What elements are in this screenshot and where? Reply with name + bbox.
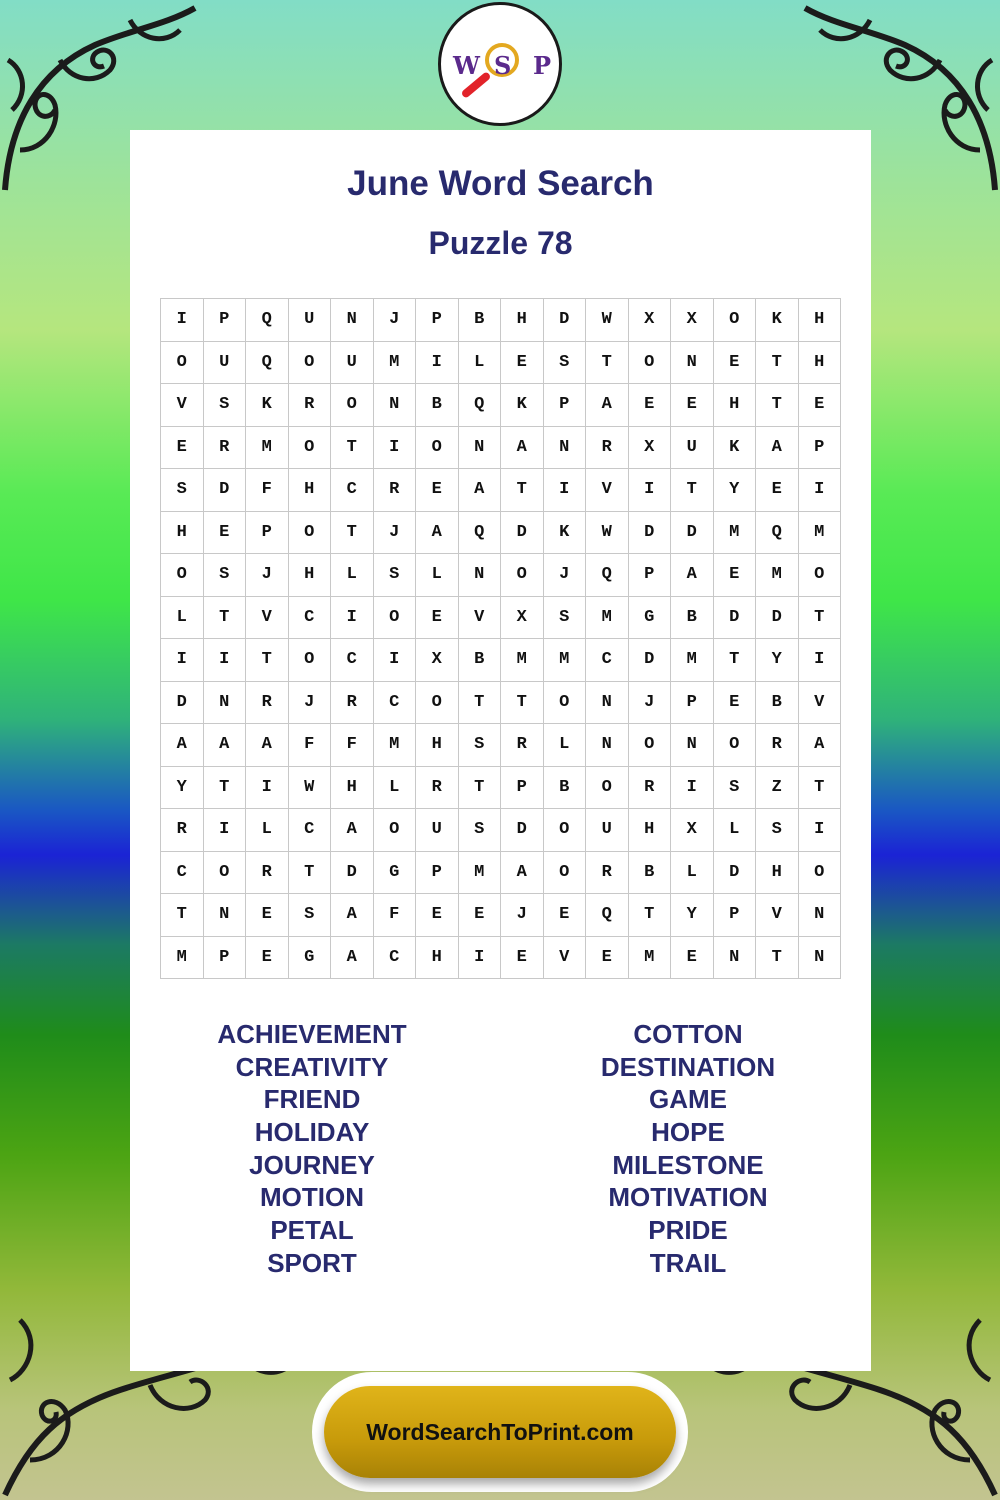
grid-cell[interactable]: H bbox=[629, 809, 672, 852]
grid-cell[interactable]: E bbox=[756, 469, 799, 512]
grid-cell[interactable]: T bbox=[756, 937, 799, 980]
grid-cell[interactable]: E bbox=[246, 937, 289, 980]
grid-cell[interactable]: I bbox=[629, 469, 672, 512]
grid-cell[interactable]: S bbox=[459, 809, 502, 852]
grid-cell[interactable]: O bbox=[544, 809, 587, 852]
puzzle-card bbox=[130, 130, 871, 1371]
word-list-item: HOPE bbox=[651, 1117, 725, 1148]
grid-cell[interactable]: O bbox=[799, 852, 842, 895]
word-list-item: JOURNEY bbox=[249, 1149, 375, 1180]
grid-cell[interactable]: L bbox=[714, 809, 757, 852]
grid-cell[interactable]: T bbox=[246, 639, 289, 682]
grid-cell[interactable]: B bbox=[629, 852, 672, 895]
grid-cell[interactable]: E bbox=[416, 597, 459, 640]
grid-cell[interactable]: B bbox=[416, 384, 459, 427]
grid-cell[interactable]: M bbox=[629, 937, 672, 980]
grid-cell[interactable]: A bbox=[246, 724, 289, 767]
grid-cell[interactable]: T bbox=[714, 639, 757, 682]
grid-cell[interactable]: A bbox=[331, 809, 374, 852]
grid-cell[interactable]: S bbox=[544, 597, 587, 640]
grid-cell[interactable]: G bbox=[374, 852, 417, 895]
grid-cell[interactable]: A bbox=[799, 724, 842, 767]
grid-cell[interactable]: H bbox=[289, 554, 332, 597]
grid-cell[interactable]: T bbox=[586, 342, 629, 385]
grid-cell[interactable]: R bbox=[246, 852, 289, 895]
grid-cell[interactable]: L bbox=[459, 342, 502, 385]
grid-cell[interactable]: O bbox=[799, 554, 842, 597]
grid-cell[interactable]: O bbox=[161, 554, 204, 597]
grid-cell[interactable]: D bbox=[629, 639, 672, 682]
grid-cell[interactable]: R bbox=[331, 682, 374, 725]
grid-cell[interactable]: O bbox=[714, 724, 757, 767]
grid-cell[interactable]: Y bbox=[756, 639, 799, 682]
grid-cell[interactable]: I bbox=[246, 767, 289, 810]
grid-cell[interactable]: S bbox=[544, 342, 587, 385]
grid-cell[interactable]: E bbox=[416, 894, 459, 937]
grid-cell[interactable]: N bbox=[204, 894, 247, 937]
grid-cell[interactable]: S bbox=[374, 554, 417, 597]
grid-cell[interactable]: Q bbox=[246, 342, 289, 385]
grid-cell[interactable]: T bbox=[799, 767, 842, 810]
grid-cell[interactable]: S bbox=[204, 384, 247, 427]
grid-cell[interactable]: L bbox=[416, 554, 459, 597]
grid-cell[interactable]: M bbox=[586, 597, 629, 640]
grid-cell[interactable]: R bbox=[289, 384, 332, 427]
grid-cell[interactable]: D bbox=[204, 469, 247, 512]
grid-cell[interactable]: T bbox=[756, 342, 799, 385]
grid-cell[interactable]: A bbox=[204, 724, 247, 767]
grid-cell[interactable]: G bbox=[289, 937, 332, 980]
letter-grid bbox=[160, 298, 841, 979]
grid-cell[interactable]: D bbox=[714, 597, 757, 640]
grid-cell[interactable]: J bbox=[544, 554, 587, 597]
grid-cell[interactable]: O bbox=[204, 852, 247, 895]
grid-cell[interactable]: N bbox=[459, 554, 502, 597]
grid-cell[interactable]: O bbox=[416, 427, 459, 470]
grid-cell[interactable]: P bbox=[714, 894, 757, 937]
grid-cell[interactable]: E bbox=[501, 937, 544, 980]
grid-cell[interactable]: N bbox=[544, 427, 587, 470]
grid-cell[interactable]: P bbox=[671, 682, 714, 725]
grid-cell[interactable]: J bbox=[501, 894, 544, 937]
grid-cell[interactable]: I bbox=[204, 639, 247, 682]
grid-cell[interactable]: I bbox=[374, 427, 417, 470]
grid-cell[interactable]: N bbox=[799, 894, 842, 937]
grid-cell[interactable]: A bbox=[671, 554, 714, 597]
grid-cell[interactable]: I bbox=[671, 767, 714, 810]
grid-cell[interactable]: R bbox=[756, 724, 799, 767]
grid-cell[interactable]: O bbox=[586, 767, 629, 810]
grid-cell[interactable]: J bbox=[374, 512, 417, 555]
grid-cell[interactable]: V bbox=[586, 469, 629, 512]
grid-cell[interactable]: H bbox=[289, 469, 332, 512]
grid-cell[interactable]: A bbox=[459, 469, 502, 512]
logo-letter-w: W bbox=[453, 51, 480, 80]
grid-cell[interactable]: Q bbox=[586, 894, 629, 937]
grid-cell[interactable]: H bbox=[799, 342, 842, 385]
word-list-item: TRAIL bbox=[649, 1247, 727, 1278]
grid-cell[interactable]: S bbox=[459, 724, 502, 767]
grid-cell[interactable]: D bbox=[756, 597, 799, 640]
grid-cell[interactable]: B bbox=[671, 597, 714, 640]
grid-cell[interactable]: C bbox=[331, 469, 374, 512]
grid-cell[interactable]: C bbox=[374, 682, 417, 725]
grid-cell[interactable]: D bbox=[501, 809, 544, 852]
grid-cell[interactable]: U bbox=[204, 342, 247, 385]
grid-cell[interactable]: B bbox=[459, 639, 502, 682]
grid-cell[interactable]: E bbox=[544, 894, 587, 937]
grid-cell[interactable]: I bbox=[799, 469, 842, 512]
grid-cell[interactable]: O bbox=[161, 342, 204, 385]
grid-cell[interactable]: V bbox=[246, 597, 289, 640]
grid-cell[interactable]: N bbox=[586, 682, 629, 725]
grid-cell[interactable]: K bbox=[756, 299, 799, 342]
grid-cell[interactable]: D bbox=[331, 852, 374, 895]
grid-cell[interactable]: Q bbox=[459, 384, 502, 427]
word-list-item: ACHIEVEMENT bbox=[217, 1019, 407, 1049]
grid-cell[interactable]: O bbox=[374, 809, 417, 852]
grid-cell[interactable]: T bbox=[671, 469, 714, 512]
grid-cell[interactable]: S bbox=[289, 894, 332, 937]
grid-cell[interactable]: Q bbox=[459, 512, 502, 555]
grid-cell[interactable]: T bbox=[204, 767, 247, 810]
grid-cell[interactable]: I bbox=[204, 809, 247, 852]
grid-cell[interactable]: M bbox=[459, 852, 502, 895]
site-logo[interactable] bbox=[438, 2, 562, 126]
word-list-item: SPORT bbox=[267, 1247, 357, 1278]
grid-cell[interactable]: I bbox=[544, 469, 587, 512]
grid-cell[interactable]: P bbox=[416, 852, 459, 895]
grid-cell[interactable]: X bbox=[501, 597, 544, 640]
grid-cell[interactable]: A bbox=[501, 852, 544, 895]
grid-cell[interactable]: E bbox=[799, 384, 842, 427]
grid-cell[interactable]: I bbox=[459, 937, 502, 980]
grid-cell[interactable]: N bbox=[374, 384, 417, 427]
grid-cell[interactable]: X bbox=[629, 427, 672, 470]
grid-cell[interactable]: O bbox=[331, 384, 374, 427]
grid-cell[interactable]: K bbox=[246, 384, 289, 427]
grid-cell[interactable]: P bbox=[204, 299, 247, 342]
grid-cell[interactable]: P bbox=[416, 299, 459, 342]
grid-cell[interactable]: N bbox=[671, 724, 714, 767]
grid-cell[interactable]: Q bbox=[756, 512, 799, 555]
grid-cell[interactable]: O bbox=[501, 554, 544, 597]
grid-cell[interactable]: A bbox=[161, 724, 204, 767]
page-title: June Word Search bbox=[347, 164, 654, 203]
grid-cell[interactable]: N bbox=[799, 937, 842, 980]
grid-cell[interactable]: E bbox=[629, 384, 672, 427]
grid-cell[interactable]: H bbox=[799, 299, 842, 342]
grid-cell[interactable]: E bbox=[714, 342, 757, 385]
grid-cell[interactable]: A bbox=[331, 937, 374, 980]
grid-cell[interactable]: U bbox=[586, 809, 629, 852]
grid-cell[interactable]: E bbox=[246, 894, 289, 937]
grid-cell[interactable]: M bbox=[161, 937, 204, 980]
grid-cell[interactable]: F bbox=[246, 469, 289, 512]
grid-cell[interactable]: D bbox=[161, 682, 204, 725]
grid-cell[interactable]: M bbox=[756, 554, 799, 597]
grid-cell[interactable]: I bbox=[161, 299, 204, 342]
grid-cell[interactable]: R bbox=[586, 852, 629, 895]
grid-cell[interactable]: W bbox=[586, 299, 629, 342]
grid-cell[interactable]: R bbox=[629, 767, 672, 810]
grid-cell[interactable]: X bbox=[671, 299, 714, 342]
grid-cell[interactable]: T bbox=[161, 894, 204, 937]
grid-cell[interactable]: X bbox=[416, 639, 459, 682]
grid-cell[interactable]: K bbox=[714, 427, 757, 470]
grid-cell[interactable]: L bbox=[246, 809, 289, 852]
grid-cell[interactable]: D bbox=[544, 299, 587, 342]
grid-cell[interactable]: K bbox=[501, 384, 544, 427]
grid-cell[interactable]: O bbox=[374, 597, 417, 640]
grid-cell[interactable]: N bbox=[671, 342, 714, 385]
grid-cell[interactable]: T bbox=[459, 767, 502, 810]
grid-cell[interactable]: M bbox=[671, 639, 714, 682]
grid-cell[interactable]: E bbox=[204, 512, 247, 555]
word-list-right bbox=[538, 1018, 838, 1280]
grid-cell[interactable]: E bbox=[586, 937, 629, 980]
grid-cell[interactable]: I bbox=[161, 639, 204, 682]
grid-cell[interactable]: R bbox=[501, 724, 544, 767]
grid-cell[interactable]: L bbox=[374, 767, 417, 810]
word-list-item: COTTON bbox=[633, 1019, 743, 1049]
grid-cell[interactable]: T bbox=[756, 384, 799, 427]
grid-cell[interactable]: B bbox=[459, 299, 502, 342]
site-link-button[interactable]: WordSearchToPrint.com bbox=[324, 1386, 676, 1478]
grid-cell[interactable]: L bbox=[331, 554, 374, 597]
grid-cell[interactable]: G bbox=[629, 597, 672, 640]
grid-cell[interactable]: Y bbox=[671, 894, 714, 937]
grid-cell[interactable]: O bbox=[289, 427, 332, 470]
grid-cell[interactable]: D bbox=[671, 512, 714, 555]
grid-cell[interactable]: B bbox=[756, 682, 799, 725]
grid-cell[interactable]: Y bbox=[161, 767, 204, 810]
grid-cell[interactable]: D bbox=[501, 512, 544, 555]
grid-cell[interactable]: I bbox=[799, 809, 842, 852]
grid-cell[interactable]: I bbox=[416, 342, 459, 385]
grid-cell[interactable]: I bbox=[374, 639, 417, 682]
grid-cell[interactable]: T bbox=[331, 512, 374, 555]
grid-cell[interactable]: F bbox=[374, 894, 417, 937]
grid-cell[interactable]: M bbox=[714, 512, 757, 555]
grid-cell[interactable]: A bbox=[416, 512, 459, 555]
grid-cell[interactable]: O bbox=[289, 639, 332, 682]
grid-cell[interactable]: R bbox=[416, 767, 459, 810]
grid-cell[interactable]: E bbox=[161, 427, 204, 470]
grid-cell[interactable]: P bbox=[799, 427, 842, 470]
word-list-item: PETAL bbox=[270, 1215, 354, 1246]
grid-cell[interactable]: M bbox=[246, 427, 289, 470]
grid-cell[interactable]: E bbox=[416, 469, 459, 512]
grid-cell[interactable]: S bbox=[161, 469, 204, 512]
grid-cell[interactable]: T bbox=[204, 597, 247, 640]
logo-letter-p: P bbox=[533, 51, 552, 80]
grid-cell[interactable]: E bbox=[714, 682, 757, 725]
grid-cell[interactable]: W bbox=[289, 767, 332, 810]
word-list-item: CREATIVITY bbox=[235, 1051, 389, 1082]
grid-cell[interactable]: H bbox=[714, 384, 757, 427]
grid-cell[interactable]: R bbox=[246, 682, 289, 725]
word-list-item: MOTION bbox=[260, 1182, 364, 1213]
grid-cell[interactable]: H bbox=[416, 724, 459, 767]
grid-cell[interactable]: T bbox=[501, 469, 544, 512]
word-list-item: PRIDE bbox=[648, 1215, 728, 1246]
grid-cell[interactable]: P bbox=[544, 384, 587, 427]
grid-cell[interactable]: E bbox=[714, 554, 757, 597]
grid-cell[interactable]: H bbox=[416, 937, 459, 980]
grid-cell[interactable]: K bbox=[544, 512, 587, 555]
grid-cell[interactable]: A bbox=[501, 427, 544, 470]
logo-letter-s: S bbox=[494, 51, 512, 80]
grid-cell[interactable]: V bbox=[161, 384, 204, 427]
grid-cell[interactable]: P bbox=[501, 767, 544, 810]
grid-cell[interactable]: V bbox=[544, 937, 587, 980]
grid-cell[interactable]: C bbox=[161, 852, 204, 895]
grid-cell[interactable]: P bbox=[246, 512, 289, 555]
grid-cell[interactable]: E bbox=[671, 937, 714, 980]
grid-cell[interactable]: S bbox=[756, 809, 799, 852]
grid-cell[interactable]: C bbox=[374, 937, 417, 980]
grid-cell[interactable]: M bbox=[544, 639, 587, 682]
grid-cell[interactable]: N bbox=[586, 724, 629, 767]
grid-cell[interactable]: M bbox=[374, 342, 417, 385]
grid-cell[interactable]: X bbox=[629, 299, 672, 342]
grid-cell[interactable]: R bbox=[204, 427, 247, 470]
grid-cell[interactable]: O bbox=[289, 342, 332, 385]
grid-cell[interactable]: T bbox=[331, 427, 374, 470]
grid-cell[interactable]: N bbox=[204, 682, 247, 725]
grid-cell[interactable]: U bbox=[289, 299, 332, 342]
grid-cell[interactable]: J bbox=[374, 299, 417, 342]
grid-cell[interactable]: C bbox=[289, 809, 332, 852]
grid-cell[interactable]: H bbox=[756, 852, 799, 895]
grid-cell[interactable]: I bbox=[331, 597, 374, 640]
grid-cell[interactable]: U bbox=[416, 809, 459, 852]
grid-cell[interactable]: V bbox=[756, 894, 799, 937]
word-list-item: GAME bbox=[649, 1084, 727, 1115]
grid-cell[interactable]: N bbox=[714, 937, 757, 980]
word-list-item: MOTIVATION bbox=[608, 1182, 768, 1213]
grid-cell[interactable]: J bbox=[289, 682, 332, 725]
grid-cell[interactable]: I bbox=[799, 639, 842, 682]
grid-cell[interactable]: O bbox=[714, 299, 757, 342]
grid-cell[interactable]: V bbox=[799, 682, 842, 725]
grid-cell[interactable]: A bbox=[331, 894, 374, 937]
grid-cell[interactable]: M bbox=[374, 724, 417, 767]
grid-cell[interactable]: M bbox=[799, 512, 842, 555]
grid-cell[interactable]: O bbox=[416, 682, 459, 725]
word-list-item: MILESTONE bbox=[612, 1149, 764, 1180]
word-list-item: DESTINATION bbox=[600, 1051, 776, 1082]
word-list-item: FRIEND bbox=[263, 1084, 361, 1115]
grid-cell[interactable]: C bbox=[586, 639, 629, 682]
word-list-item: HOLIDAY bbox=[254, 1117, 370, 1148]
grid-cell[interactable]: T bbox=[799, 597, 842, 640]
grid-cell[interactable]: F bbox=[289, 724, 332, 767]
grid-cell[interactable]: C bbox=[289, 597, 332, 640]
grid-cell[interactable]: H bbox=[331, 767, 374, 810]
grid-cell[interactable]: O bbox=[544, 682, 587, 725]
grid-cell[interactable]: B bbox=[544, 767, 587, 810]
grid-cell[interactable]: V bbox=[459, 597, 502, 640]
grid-cell[interactable]: N bbox=[459, 427, 502, 470]
grid-cell[interactable]: O bbox=[289, 512, 332, 555]
grid-cell[interactable]: T bbox=[289, 852, 332, 895]
grid-cell[interactable]: H bbox=[161, 512, 204, 555]
grid-cell[interactable]: O bbox=[544, 852, 587, 895]
grid-cell[interactable]: A bbox=[586, 384, 629, 427]
grid-cell[interactable]: A bbox=[756, 427, 799, 470]
grid-cell[interactable]: L bbox=[544, 724, 587, 767]
word-list-left bbox=[162, 1018, 462, 1280]
grid-cell[interactable]: E bbox=[501, 342, 544, 385]
grid-cell[interactable]: L bbox=[671, 852, 714, 895]
grid-cell[interactable]: E bbox=[459, 894, 502, 937]
grid-cell[interactable]: Z bbox=[756, 767, 799, 810]
grid-cell[interactable]: S bbox=[714, 767, 757, 810]
grid-cell[interactable]: J bbox=[629, 682, 672, 725]
puzzle-number: Puzzle 78 bbox=[428, 225, 573, 261]
grid-cell[interactable]: T bbox=[459, 682, 502, 725]
grid-cell[interactable]: C bbox=[331, 639, 374, 682]
grid-cell[interactable]: T bbox=[501, 682, 544, 725]
grid-cell[interactable]: W bbox=[586, 512, 629, 555]
grid-cell[interactable]: P bbox=[204, 937, 247, 980]
grid-cell[interactable]: D bbox=[714, 852, 757, 895]
grid-cell[interactable]: U bbox=[671, 427, 714, 470]
grid-cell[interactable]: R bbox=[374, 469, 417, 512]
grid-cell[interactable]: P bbox=[629, 554, 672, 597]
grid-cell[interactable]: O bbox=[629, 342, 672, 385]
grid-cell[interactable]: O bbox=[629, 724, 672, 767]
grid-cell[interactable]: J bbox=[246, 554, 289, 597]
grid-cell[interactable]: Q bbox=[586, 554, 629, 597]
grid-cell[interactable]: H bbox=[501, 299, 544, 342]
grid-cell[interactable]: E bbox=[671, 384, 714, 427]
grid-cell[interactable]: X bbox=[671, 809, 714, 852]
grid-cell[interactable]: N bbox=[331, 299, 374, 342]
grid-cell[interactable]: S bbox=[204, 554, 247, 597]
grid-cell[interactable]: Q bbox=[246, 299, 289, 342]
grid-cell[interactable]: F bbox=[331, 724, 374, 767]
grid-cell[interactable]: R bbox=[586, 427, 629, 470]
grid-cell[interactable]: T bbox=[629, 894, 672, 937]
grid-cell[interactable]: U bbox=[331, 342, 374, 385]
grid-cell[interactable]: D bbox=[629, 512, 672, 555]
grid-cell[interactable]: L bbox=[161, 597, 204, 640]
grid-cell[interactable]: M bbox=[501, 639, 544, 682]
grid-cell[interactable]: Y bbox=[714, 469, 757, 512]
grid-cell[interactable]: R bbox=[161, 809, 204, 852]
